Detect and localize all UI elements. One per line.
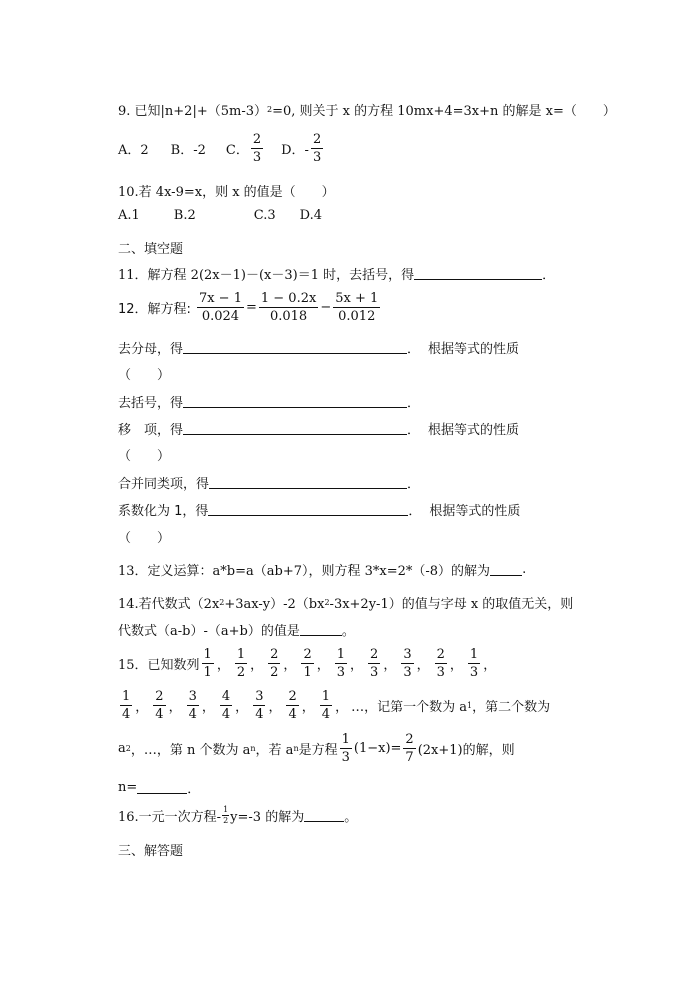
- q12-fraction-2: [259, 292, 318, 323]
- q15-sequence-numerator: 4: [221, 689, 231, 704]
- q15-sequence-denominator: 4: [288, 707, 297, 722]
- q15-line-3-a: a: [118, 741, 126, 756]
- q9-option-c-label: C．: [225, 143, 249, 158]
- q15-sequence-comma: ，: [301, 700, 315, 715]
- q12-step-1-reason-blank[interactable]: （ ）: [118, 368, 171, 383]
- q15-sequence-comma: ，: [335, 700, 349, 715]
- q15-sequence-numerator: 1: [469, 647, 479, 662]
- q15-sequence-numerator: 1: [236, 647, 246, 662]
- q15-line-3-d: 是方程: [298, 743, 338, 758]
- q15-sequence-fraction: [286, 690, 298, 721]
- q12-step-1-reason: [118, 364, 170, 383]
- q16-text-b: y=-3 的解为: [230, 810, 305, 825]
- q15-sequence-fraction: [120, 690, 132, 721]
- q15-sequence-comma: ，: [250, 658, 264, 673]
- q16-end: 。: [344, 810, 358, 825]
- q12-step-2-label: 去括号，得: [118, 396, 184, 411]
- q11: [118, 264, 555, 283]
- q15-sequence-numerator: 3: [403, 647, 412, 662]
- q13-answer-blank[interactable]: [490, 563, 522, 576]
- q15-equation-middle: (1−x)=: [353, 741, 402, 756]
- q12-fraction-2-numerator: 1 − 0.2x: [260, 291, 317, 306]
- q15-sequence-comma: ，: [168, 700, 182, 715]
- q15-equation-tail: (2x+1)的解，则: [417, 743, 515, 758]
- q15-line-2: [118, 690, 550, 721]
- q15-sequence-comma: ，: [235, 700, 249, 715]
- q12-step-5-basis: 根据等式的性质: [429, 504, 521, 519]
- q15-sequence-row-1: [200, 648, 500, 679]
- q13: [118, 560, 526, 579]
- q12-step-1-label: 去分母，得: [118, 342, 184, 357]
- q9-option-c-denominator: 3: [252, 150, 262, 165]
- q12-step-1-blank[interactable]: [183, 341, 407, 354]
- q9-option-b: B．-2: [170, 143, 206, 158]
- q12-equals: =: [245, 300, 257, 315]
- q12-step-3-blank[interactable]: [183, 422, 407, 435]
- q15-sequence-denominator: 1: [303, 665, 312, 680]
- q15-sequence-numerator: 2: [370, 647, 379, 662]
- q15-sequence-comma: ，: [216, 658, 230, 673]
- q15-sequence-numerator: 3: [188, 689, 197, 704]
- q15-sequence-comma: ，: [283, 658, 297, 673]
- q16-fraction: [222, 806, 229, 825]
- q15-sequence-denominator: 2: [236, 665, 246, 680]
- q12-step-4-dot: ．: [407, 477, 421, 492]
- q15-sequence-denominator: 3: [403, 665, 412, 680]
- q12-equation: [118, 292, 382, 323]
- q12-step-5: [118, 500, 520, 519]
- q12-step-2: [118, 392, 420, 411]
- q14-line-1-part-c: -3x+2y-1）的值与字母 x 的取值无关，则: [329, 597, 574, 612]
- q9-stem-part-c: ）: [602, 104, 616, 119]
- q15-sequence-numerator: 2: [303, 647, 312, 662]
- q12-step-5-dot: ．: [408, 504, 422, 519]
- q12-step-2-dot: ．: [407, 396, 421, 411]
- q16-fraction-denominator: 2: [223, 816, 229, 825]
- q11-end: ．: [542, 268, 556, 283]
- q15-sequence-denominator: 3: [336, 665, 346, 680]
- q15-sequence-denominator: 3: [436, 665, 445, 680]
- q14-exponent-2: 2: [324, 598, 330, 607]
- q9-option-a: A．2: [118, 143, 149, 158]
- q9-option-d-numerator: 2: [312, 132, 322, 147]
- q9-stem: [118, 100, 616, 119]
- q12-step-5-reason-blank[interactable]: （ ）: [118, 531, 171, 546]
- q15-subscript-n-2: n: [293, 744, 299, 753]
- section-2-heading: [118, 238, 183, 257]
- q12-step-5-blank[interactable]: [208, 503, 408, 516]
- q12-fraction-3-numerator: 5x + 1: [335, 291, 379, 306]
- q12-fraction-1: [197, 292, 244, 323]
- q15-sequence-fraction: [235, 648, 247, 679]
- q15-label: 15．已知数列: [118, 658, 200, 673]
- q9-stem-part-b: =0, 则关于 x 的方程 10mx+4=3x+n 的解是 x=（: [272, 104, 577, 119]
- q10-options: [118, 208, 322, 223]
- q12-fraction-1-denominator: 0.024: [201, 309, 240, 324]
- q12-step-1-dot: ．: [407, 342, 421, 357]
- q15-sequence-numerator: 1: [122, 689, 131, 704]
- q9-option-c-fraction: [251, 133, 263, 164]
- q15-line-2-tail-a: …，记第一个数为 a: [351, 700, 467, 715]
- q15-sequence-comma: ，: [416, 658, 430, 673]
- q15-sequence-fraction: [435, 648, 447, 679]
- q15-sequence-numerator: 2: [155, 689, 164, 704]
- q14-line-1-part-a: 14.若代数式（2x: [118, 597, 220, 612]
- q15-sequence-numerator: 1: [336, 647, 346, 662]
- q10-option-b: B.2: [173, 208, 196, 223]
- q15-sequence-fraction: [220, 690, 232, 721]
- q10-option-a: A.1: [118, 208, 140, 223]
- q10-option-c: C.3: [253, 208, 276, 223]
- q12-step-3-dot: ．: [407, 423, 421, 438]
- q15-line-4: [118, 778, 200, 797]
- q15-sequence-fraction: [187, 690, 199, 721]
- q12-step-3-basis: 根据等式的性质: [428, 423, 520, 438]
- q14-exponent-1: 2: [219, 598, 225, 607]
- q15-sequence-denominator: 4: [188, 707, 197, 722]
- q12-step-5-label: 系数化为 1，得: [118, 504, 209, 519]
- q12-step-4-blank[interactable]: [209, 476, 407, 489]
- q15-sequence-fraction: [253, 690, 265, 721]
- q15-eq-fraction-1-denominator: 3: [341, 750, 350, 765]
- q12-step-2-blank[interactable]: [183, 395, 407, 408]
- q9-option-d-label: D．-: [281, 143, 309, 158]
- section-2-title: 二、填空题: [118, 242, 184, 257]
- q12-fraction-2-denominator: 0.018: [269, 309, 308, 324]
- q16-fraction-numerator: 1: [223, 805, 229, 814]
- q15-sequence-denominator: 4: [122, 707, 131, 722]
- q12-step-3: [118, 419, 519, 438]
- section-3-title: 三、解答题: [118, 844, 184, 859]
- q12-step-3-reason: [118, 445, 170, 464]
- q15-sequence-fraction: [301, 648, 313, 679]
- q12-step-4: [118, 473, 420, 492]
- q15-sequence-denominator: 3: [370, 665, 379, 680]
- q16-answer-blank[interactable]: [304, 809, 344, 822]
- q15-sequence-denominator: 1: [203, 665, 212, 680]
- q15-sequence-fraction: [268, 648, 280, 679]
- q12-step-3-reason-blank[interactable]: （ ）: [118, 449, 171, 464]
- q10-stem-text: 10.若 4x-9=x，则 x 的值是（ ）: [118, 185, 335, 200]
- section-3-heading: [118, 840, 183, 859]
- q15-line-1: [118, 648, 499, 679]
- q14-line-1-part-b: +3ax-y）-2（bx: [224, 597, 325, 612]
- q15-sequence-fraction: [335, 648, 347, 679]
- q9-stem-exponent: 2: [267, 105, 273, 114]
- q15-sequence-comma: ，: [449, 658, 463, 673]
- q9-option-d-denominator: 3: [312, 150, 322, 165]
- q12-step-4-label: 合并同类项，得: [118, 477, 210, 492]
- q15-sequence-denominator: 4: [221, 707, 231, 722]
- q15-sequence-fraction: [368, 648, 380, 679]
- q12-minus: −: [320, 300, 332, 315]
- q15-equation-fraction-2: [403, 733, 415, 764]
- q11-answer-blank[interactable]: [414, 267, 542, 280]
- q12-fraction-1-numerator: 7x − 1: [198, 291, 242, 306]
- q15-line-3: [118, 733, 515, 764]
- q15-eq-fraction-2-numerator: 2: [405, 732, 414, 747]
- q15-sequence-denominator: 4: [321, 707, 331, 722]
- q15-sequence-numerator: 2: [436, 647, 445, 662]
- q15-subscript-1: 1: [466, 701, 473, 710]
- q15-sequence-fraction: [202, 648, 214, 679]
- q12-label: 12．解方程:: [118, 302, 191, 317]
- q15-sequence-comma: ，: [383, 658, 397, 673]
- q15-sequence-fraction: [401, 648, 413, 679]
- q15-sequence-denominator: 4: [155, 707, 164, 722]
- q10-option-d: D.4: [299, 208, 323, 223]
- q16-text-a: 16.一元一次方程-: [118, 810, 222, 825]
- q15-sequence-numerator: 2: [288, 689, 297, 704]
- q15-sequence-comma: ，: [201, 700, 215, 715]
- q14-line-1: [118, 593, 573, 612]
- q15-sequence-fraction: [153, 690, 165, 721]
- q15-sequence-numerator: 1: [203, 647, 212, 662]
- q15-sequence-denominator: 2: [270, 665, 279, 680]
- q15-sequence-denominator: 3: [469, 665, 479, 680]
- q15-sequence-numerator: 1: [321, 689, 331, 704]
- q15-sequence-fraction: [468, 648, 480, 679]
- q15-equation-fraction-1: [340, 733, 352, 764]
- q15-sequence-comma: ，: [135, 700, 149, 715]
- q15-n-equals: n=: [118, 780, 138, 795]
- q13-end: .: [522, 562, 527, 577]
- q9-options: [118, 133, 325, 164]
- q15-end: ．: [187, 782, 201, 797]
- q13-text: 13．定义运算：a*b=a（ab+7），则方程 3*x=2*（-8）的解为: [118, 564, 491, 579]
- q15-subscript-n-1: n: [250, 744, 256, 753]
- q14-line-2: [118, 620, 355, 639]
- q15-sequence-comma: ，: [350, 658, 364, 673]
- q14-end: 。: [341, 624, 355, 639]
- q12-step-5-reason: [118, 527, 170, 546]
- q15-sequence-numerator: 3: [255, 689, 264, 704]
- q15-sequence-comma: ，: [268, 700, 282, 715]
- q15-line-3-b: ，…，第 n 个数为 a: [130, 743, 251, 758]
- q15-eq-fraction-1-numerator: 1: [341, 732, 350, 747]
- q15-answer-blank[interactable]: [137, 781, 187, 794]
- q9-option-d-fraction: [311, 133, 323, 164]
- q12-fraction-3-denominator: 0.012: [338, 309, 376, 324]
- q12-step-1: [118, 338, 519, 357]
- q15-sequence-row-2: [118, 690, 351, 721]
- q15-subscript-2: 2: [125, 744, 131, 753]
- q15-sequence-fraction: [320, 690, 332, 721]
- q9-option-c-numerator: 2: [252, 132, 262, 147]
- q14-answer-blank[interactable]: [300, 623, 342, 636]
- q12-step-1-basis: 根据等式的性质: [428, 342, 520, 357]
- q16: [118, 806, 357, 825]
- q9-stem-part-a: 9. 已知|n+2|+（5m-3）: [118, 104, 267, 119]
- q12-fraction-3: [333, 292, 380, 323]
- q15-line-2-tail-b: ，第二个数为: [472, 700, 551, 715]
- q15-sequence-denominator: 4: [255, 707, 264, 722]
- q15-sequence-numerator: 2: [270, 647, 279, 662]
- q14-line-2-text: 代数式（a-b）-（a+b）的值是: [118, 624, 300, 639]
- q15-line-3-c: ，若 a: [255, 743, 294, 758]
- q15-sequence-comma: ，: [483, 658, 497, 673]
- q11-text: 11．解方程 2(2x－1)－(x－3)＝1 时，去括号，得: [118, 268, 415, 283]
- q15-eq-fraction-2-denominator: 7: [405, 750, 414, 765]
- q15-sequence-comma: ，: [316, 658, 330, 673]
- q10-stem: [118, 181, 335, 200]
- q12-step-3-label: 移 项，得: [118, 423, 184, 438]
